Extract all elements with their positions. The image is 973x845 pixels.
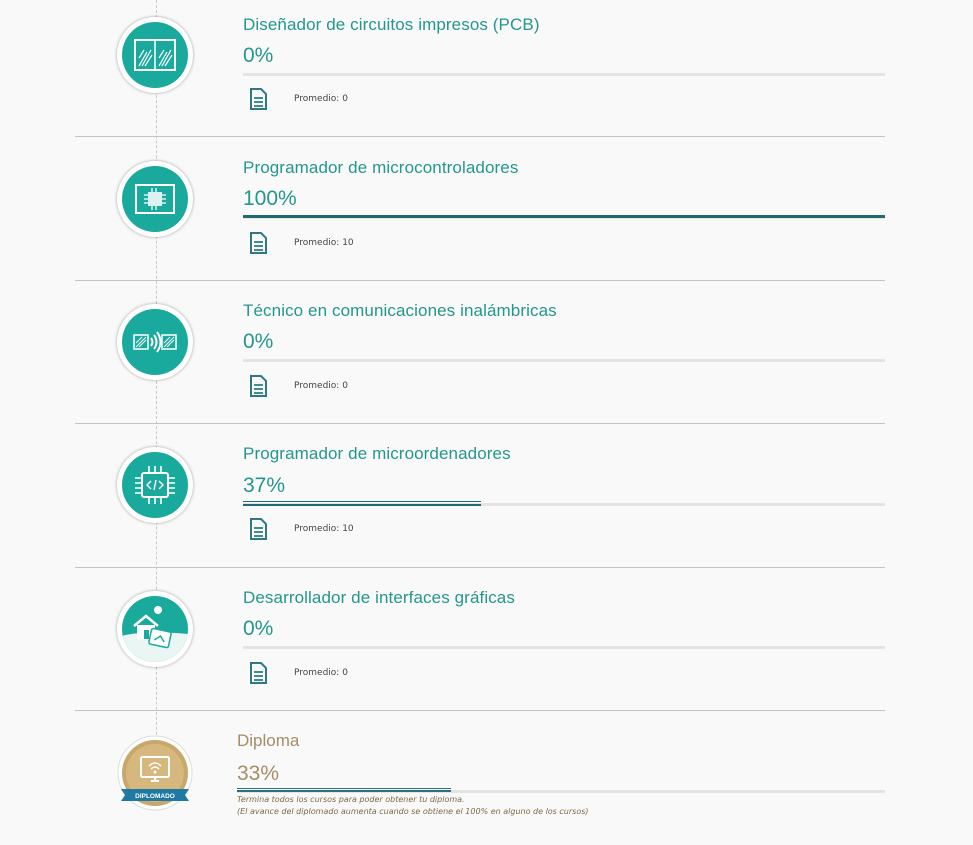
diploma-ribbon-text: DIPLOMADO	[135, 793, 175, 800]
course-title: Programador de microordenadores	[243, 444, 511, 463]
smart-home-icon	[122, 596, 188, 662]
course-title: Desarrollador de interfaces gráficas	[243, 588, 515, 607]
diploma-note: Termina todos los cursos para poder obtener tu diploma.	[237, 795, 465, 804]
diploma-medal-icon	[115, 735, 195, 815]
wireless-icon	[122, 309, 188, 375]
progress-bar	[243, 503, 885, 506]
course-average: Promedio: 0	[294, 94, 348, 104]
course-percent: 0%	[243, 44, 274, 67]
diploma-note-detail: (El avance del diplomado aumenta cuando se obtiene el 100% en alguno de los cursos)	[237, 807, 589, 816]
diploma-title: Diploma	[237, 731, 300, 750]
diploma-progress-bar	[237, 790, 885, 793]
course-title: Técnico en comunicaciones inalámbricas	[243, 301, 557, 320]
course-average: Promedio: 0	[294, 668, 348, 678]
progress-bar	[243, 216, 885, 219]
document-icon[interactable]	[249, 662, 268, 684]
document-icon[interactable]	[249, 518, 268, 540]
course-badge	[117, 591, 193, 667]
course-average: Promedio: 10	[294, 238, 354, 248]
document-icon[interactable]	[249, 232, 268, 254]
course-percent: 37%	[243, 474, 286, 497]
course-badge	[117, 447, 193, 523]
course-average: Promedio: 10	[294, 524, 354, 534]
course-title: Programador de microcontroladores	[243, 158, 519, 177]
diploma-percent: 33%	[237, 762, 280, 785]
course-title: Diseñador de circuitos impresos (PCB)	[243, 15, 540, 34]
divider	[75, 280, 885, 281]
progress-bar	[243, 646, 885, 649]
course-percent: 0%	[243, 617, 274, 640]
document-icon[interactable]	[249, 375, 268, 397]
course-average: Promedio: 0	[294, 381, 348, 391]
course-badge	[117, 304, 193, 380]
microcontroller-icon	[122, 166, 188, 232]
course-badge	[117, 161, 193, 237]
divider	[75, 567, 885, 568]
divider	[75, 710, 885, 711]
chip-code-icon	[122, 452, 188, 518]
course-percent: 0%	[243, 330, 274, 353]
divider	[75, 423, 885, 424]
course-percent: 100%	[243, 187, 297, 210]
progress-bar	[243, 359, 885, 362]
